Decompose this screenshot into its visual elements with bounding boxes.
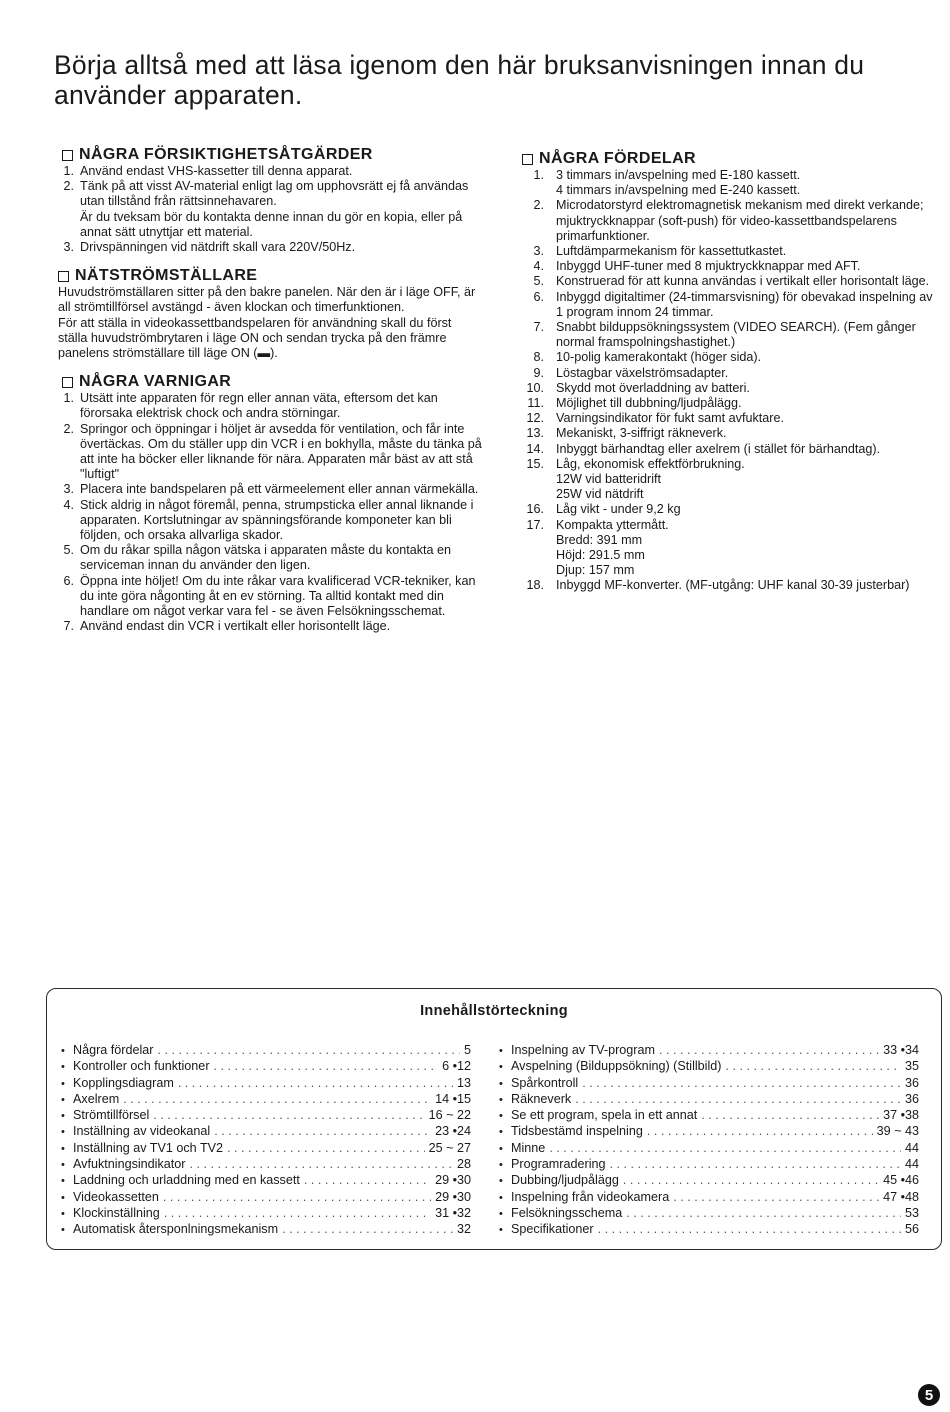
item-number: 2. — [63, 421, 74, 436]
item-text: Varningsindikator för fukt samt avfuktare. — [556, 411, 784, 426]
precautions-section — [62, 146, 482, 255]
toc-entry-page: 14 •15 — [435, 1091, 471, 1106]
toc-entry-page: 56 — [904, 1222, 919, 1237]
list-item — [522, 274, 942, 289]
toc-entry — [61, 1222, 471, 1238]
dot-leader — [189, 1157, 453, 1172]
bullet-icon: • — [61, 1126, 65, 1139]
item-number: 2. — [533, 198, 544, 213]
list-item — [522, 198, 942, 244]
item-number: 11. — [527, 396, 544, 411]
toc-entry-label: Dubbing/ljudpålägg — [511, 1173, 619, 1188]
list-item — [522, 168, 942, 198]
list-item — [522, 442, 942, 457]
bullet-icon: • — [61, 1175, 65, 1188]
item-number: 3. — [63, 240, 74, 255]
toc-entry-page: 35 — [904, 1059, 919, 1074]
bullet-icon: • — [499, 1045, 503, 1057]
item-text: 4 timmars in/avspelning med E-240 kassett. — [556, 183, 801, 198]
item-text: Om du råkar spilla någon vätska i apparaten måste du kontakta en serviceman innan du använder den ligen. — [80, 543, 452, 573]
toc-entry — [499, 1043, 919, 1059]
item-text: Använd endast VHS-kassetter till denna apparat. — [80, 164, 353, 178]
toc-entry — [499, 1092, 919, 1108]
item-text: Möjlighet till dubbning/ljudpålägg. — [556, 396, 742, 411]
item-number: 9. — [533, 365, 544, 380]
advantages-section — [522, 150, 942, 594]
item-text: Löstagbar växelströmsadapter. — [556, 365, 729, 380]
checkbox-square-icon — [522, 154, 533, 165]
toc-entry-page: 39 ~ 43 — [876, 1124, 919, 1139]
item-number: 4. — [63, 497, 74, 512]
bullet-icon: • — [61, 1159, 65, 1172]
toc-entry — [499, 1059, 919, 1075]
item-text: 12W vid batteridrift — [556, 472, 661, 487]
toc-entry — [499, 1173, 919, 1189]
item-text: 3 timmars in/avspelning med E-180 kassett. — [556, 168, 801, 182]
item-number: 16. — [526, 502, 544, 517]
list-item — [522, 411, 942, 426]
toc-entry — [499, 1124, 919, 1140]
toc-entry-label: Inspelning från videokamera — [511, 1189, 670, 1204]
toc-entry — [499, 1076, 919, 1092]
bullet-icon: • — [499, 1061, 503, 1074]
dot-leader — [610, 1157, 901, 1172]
dot-leader — [549, 1141, 901, 1156]
item-text: Kompakta yttermått. — [556, 517, 669, 532]
bullet-icon: • — [499, 1175, 503, 1188]
toc-entry-label: Strömtillförsel — [73, 1108, 150, 1123]
toc-entry-label: Avfuktningsindikator — [73, 1157, 186, 1172]
item-text: Tänk på att visst AV-material enligt lag om upphovsrätt ej få användas utan tillstånd från rättsinnehavaren. — [80, 179, 469, 209]
bullet-icon: • — [499, 1159, 503, 1172]
toc-entry-page: 53 — [904, 1205, 919, 1220]
item-text: 10-polig kamerakontakt (höger sida). — [556, 350, 762, 365]
toc-entry — [61, 1059, 471, 1075]
bullet-icon: • — [61, 1142, 65, 1155]
checkbox-square-icon — [62, 150, 73, 161]
list-item — [522, 350, 942, 365]
toc-title: Innehållstörteckning — [420, 1003, 568, 1019]
dot-leader — [701, 1108, 879, 1123]
toc-entry-page: 45 •46 — [883, 1173, 919, 1188]
item-number: 1. — [63, 164, 74, 178]
dot-leader — [153, 1108, 424, 1123]
item-text: Höjd: 291.5 mm — [556, 548, 645, 563]
toc-entry-label: Laddning och urladdning med en kassett — [73, 1173, 300, 1188]
list-item — [62, 164, 482, 179]
advantages-title-text: NÅGRA FÖRDELAR — [539, 150, 696, 167]
toc-entry — [499, 1141, 919, 1157]
item-text: Placera inte bandspelaren på ett värmeelement eller annan värmekälla. — [80, 482, 479, 497]
item-number: 3. — [63, 482, 74, 497]
toc-entry — [61, 1206, 471, 1222]
toc-entry — [499, 1206, 919, 1222]
warnings-title — [62, 373, 482, 391]
item-number: 7. — [533, 320, 544, 335]
list-item — [62, 179, 482, 240]
toc-entry-label: Kopplingsdiagram — [73, 1075, 174, 1090]
bullet-icon: • — [61, 1224, 65, 1237]
bullet-icon: • — [499, 1142, 503, 1155]
item-text: Luftdämparmekanism för kassettutkastet. — [556, 244, 787, 259]
toc-right-column — [499, 1043, 919, 1239]
toc-entry-page: 36 — [904, 1091, 919, 1106]
toc-entry-label: Några fördelar — [73, 1043, 154, 1057]
dot-leader — [725, 1059, 901, 1074]
dot-leader — [282, 1222, 453, 1237]
dot-leader — [304, 1173, 431, 1188]
dot-leader — [659, 1043, 879, 1058]
list-item — [62, 619, 482, 634]
precautions-title — [62, 146, 482, 164]
bullet-icon: • — [499, 1126, 503, 1139]
item-text: Låg, ekonomisk effektförbrukning. — [556, 456, 745, 471]
list-item — [62, 482, 482, 497]
bullet-icon: • — [61, 1045, 65, 1057]
power-switch-section — [58, 267, 482, 361]
toc-entry-page: 23 •24 — [435, 1124, 471, 1139]
toc-entry — [61, 1076, 471, 1092]
left-column — [58, 146, 482, 634]
bullet-icon: • — [61, 1110, 65, 1123]
item-text: Utsätt inte apparaten för regn eller annan väta, eftersom det kan förorsaka elektrisk chock och andra störningar. — [80, 391, 438, 421]
toc-entry-label: Klockinställning — [73, 1205, 160, 1220]
dot-leader — [227, 1141, 425, 1156]
item-number: 1. — [63, 391, 74, 406]
item-text: Djup: 157 mm — [556, 563, 635, 578]
list-item — [522, 518, 942, 579]
toc-entry-page: 25 ~ 27 — [428, 1140, 471, 1155]
item-text: Är du tveksam bör du kontakta denne innan du gör en kopia, eller på annat sätt utnyttjar ett material. — [80, 209, 463, 239]
item-number: 18. — [526, 578, 544, 593]
bullet-icon: • — [499, 1110, 503, 1123]
toc-entry-page: 47 •48 — [883, 1189, 919, 1204]
toc-entry-page: 44 — [904, 1140, 919, 1155]
toc-entry-label: Avspelning (Bilduppsökning) (Stillbild) — [511, 1059, 722, 1074]
bullet-icon: • — [61, 1077, 65, 1090]
bullet-icon: • — [499, 1077, 503, 1090]
toc-entry — [61, 1157, 471, 1173]
item-number: 8. — [533, 350, 544, 365]
toc-entry-label: Tidsbestämd inspelning — [511, 1124, 643, 1139]
bullet-icon: • — [499, 1224, 503, 1237]
item-text: Inbyggd UHF-tuner med 8 mjuktryckknappar med AFT. — [556, 259, 861, 274]
item-number: 12. — [526, 411, 544, 426]
toc-entry-page: 37 •38 — [883, 1108, 919, 1123]
item-text: Inbyggd digitaltimer (24-timmarsvisning) för obevakad inspelning av 1 program innom 24 timmar. — [556, 289, 933, 319]
toc-entry-label: Programradering — [511, 1157, 606, 1172]
advantages-title — [522, 150, 942, 168]
toc-entry — [61, 1190, 471, 1206]
power-switch-title-text: NÄTSTRÖMSTÄLLARE — [75, 267, 258, 285]
item-number: 5. — [533, 274, 544, 289]
toc-entry-label: Automatisk återsponlningsmekanism — [73, 1222, 279, 1237]
toc-entry-page: 33 •34 — [883, 1043, 919, 1057]
toc-entry-label: Inställning av TV1 och TV2 — [73, 1140, 224, 1155]
toc-entry-label: Felsökningsschema — [511, 1205, 623, 1220]
warnings-title-text: NÅGRA VARNIGAR — [79, 373, 232, 391]
dot-leader — [158, 1043, 460, 1058]
item-number: 6. — [533, 289, 544, 304]
toc-entry-label: Axelrem — [73, 1091, 120, 1106]
list-item — [522, 320, 942, 350]
bullet-icon: • — [61, 1093, 65, 1106]
bullet-icon: • — [61, 1207, 65, 1220]
list-item — [522, 457, 942, 503]
item-text: Inbyggt bärhandtag eller axelrem (i stället för bärhandtag). — [556, 441, 881, 456]
toc-entry-label: Se ett program, spela in ett annat — [511, 1108, 698, 1123]
dot-leader — [623, 1173, 879, 1188]
bullet-icon: • — [499, 1191, 503, 1204]
power-switch-title — [58, 267, 482, 285]
item-number: 1. — [533, 168, 544, 182]
bullet-icon: • — [61, 1061, 65, 1074]
dot-leader — [214, 1124, 431, 1139]
dot-leader — [178, 1076, 453, 1091]
toc-entry — [61, 1108, 471, 1124]
list-item — [522, 244, 942, 259]
toc-entry-page: 28 — [456, 1157, 471, 1172]
item-text: Skydd mot överladdning av batteri. — [556, 380, 750, 395]
list-item — [522, 259, 942, 274]
toc-entry — [499, 1222, 919, 1238]
toc-entry-page: 29 •30 — [435, 1173, 471, 1188]
dot-leader — [647, 1124, 873, 1139]
bullet-icon: • — [499, 1093, 503, 1106]
checkbox-square-icon — [62, 377, 73, 388]
dot-leader — [123, 1092, 431, 1107]
item-text: Mekaniskt, 3-siffrigt räkneverk. — [556, 426, 727, 441]
item-number: 14. — [526, 441, 544, 456]
warnings-list — [62, 391, 482, 634]
item-text: Springor och öppningar i höljet är avsedda för ventilation, och får inte övertäckas. Om du ställer upp din VCR i en bokhylla, måste du tänka på att inte ha böcker eller liknande för nära. Apparaten mår bäst av att stå "luftigt" — [80, 421, 482, 482]
list-item — [62, 498, 482, 544]
item-text: Låg vikt - under 9,2 kg — [556, 502, 681, 517]
toc-entry-page: 36 — [904, 1075, 919, 1090]
toc-entry — [499, 1157, 919, 1173]
precautions-list — [62, 164, 482, 255]
list-item — [522, 578, 942, 593]
list-item — [62, 574, 482, 620]
bullet-icon: • — [61, 1191, 65, 1204]
list-item — [522, 366, 942, 381]
precautions-title-text: NÅGRA FÖRSIKTIGHETSÅTGÄRDER — [79, 146, 373, 163]
toc-entry-label: Kontroller och funktioner — [73, 1059, 210, 1074]
bullet-icon: • — [499, 1207, 503, 1220]
toc-entry-label: Inställning av videokanal — [73, 1124, 211, 1139]
list-item — [62, 391, 482, 421]
toc-entry-label: Specifikationer — [511, 1222, 594, 1237]
dot-leader — [214, 1059, 439, 1074]
item-text: Drivspänningen vid nätdrift skall vara 220V/50Hz. — [80, 240, 356, 255]
toc-entry — [61, 1092, 471, 1108]
toc-entry-page: 44 — [904, 1157, 919, 1172]
list-item — [62, 422, 482, 483]
page-headline: Börja alltså med att läsa igenom den här bruksanvisningen innan du använder apparaten. — [54, 50, 865, 110]
item-text: Stick aldrig in något föremål, penna, strumpsticka eller annal liknande i apparaten. Kortslutningar av spänningsförande komponeter kan bli följden, och orsaka allvarliga skador. — [80, 497, 474, 543]
toc-entry-label: Videokassetten — [73, 1189, 159, 1204]
item-number: 10. — [526, 380, 544, 395]
toc-entry-label: Spårkontroll — [511, 1075, 579, 1090]
dot-leader — [626, 1206, 901, 1221]
toc-entry — [61, 1124, 471, 1140]
power-switch-paragraph-1: Huvudströmställaren sitter på den bakre panelen. När den är i läge OFF, är all strömtillförsel avstängd - även klockan och timerfunktionen. — [58, 285, 476, 315]
item-text: 25W vid nätdrift — [556, 487, 644, 502]
toc-entry-page: 5 — [463, 1043, 471, 1057]
item-text: Bredd: 391 mm — [556, 532, 643, 547]
list-item — [522, 396, 942, 411]
item-text: Snabbt bilduppsökningssystem (VIDEO SEARCH). (Fem gånger normal framspolningshastighet.) — [556, 320, 916, 350]
dot-leader — [582, 1076, 901, 1091]
item-text: Använd endast din VCR i vertikalt eller horisontellt läge. — [80, 619, 391, 634]
list-item — [522, 426, 942, 441]
dot-leader — [164, 1206, 431, 1221]
dot-leader — [598, 1222, 901, 1237]
item-text: Öppna inte höljet! Om du inte råkar vara kvalificerad VCR-tekniker, kan du inte göra någonting åt en ev störning. Ta alltid kontakt med din handlare om något verkar vara fel - se även Felsökningsschemat. — [80, 573, 476, 619]
power-switch-paragraph-2: För att ställa in videokassettbandspelaren för användning skall du först ställa huvudströmbrytaren i läge ON och sendan trycka på den främre panelens strömställare till läge ON (▬). — [58, 315, 452, 361]
toc-entry-page: 29 •30 — [435, 1189, 471, 1204]
item-number: 3. — [533, 244, 544, 259]
toc-entry — [61, 1173, 471, 1189]
table-of-contents — [46, 988, 942, 1250]
toc-entry — [61, 1141, 471, 1157]
page-number-badge: 5 — [918, 1384, 940, 1406]
toc-entry — [499, 1190, 919, 1206]
list-item — [522, 381, 942, 396]
toc-left-column — [61, 1043, 471, 1239]
warnings-section — [62, 373, 482, 634]
list-item — [522, 502, 942, 517]
item-number: 15. — [526, 456, 544, 471]
dot-leader — [575, 1092, 901, 1107]
item-text: Konstruerad för att kunna användas i vertikalt eller horisontalt läge. — [556, 274, 930, 289]
toc-entry-label: Minne — [511, 1140, 546, 1155]
toc-entry-page: 6 •12 — [442, 1059, 471, 1074]
list-item — [62, 240, 482, 255]
toc-entry — [61, 1043, 471, 1059]
advantages-list — [522, 168, 942, 594]
item-text: Inbyggd MF-konverter. (MF-utgång: UHF kanal 30-39 justerbar) — [556, 578, 910, 593]
checkbox-square-icon — [58, 271, 69, 282]
item-number: 4. — [533, 259, 544, 274]
toc-entry-page: 32 — [456, 1222, 471, 1237]
item-text: Microdatorstyrd elektromagnetisk mekanism med direkt verkande; mjuktryckknappar (soft-push) för video-kassettbandspelarens primarfunktioner. — [556, 198, 924, 243]
item-number: 7. — [63, 619, 74, 634]
item-number: 6. — [63, 573, 74, 588]
toc-entry-label: Inspelning av TV-program — [511, 1043, 655, 1057]
list-item — [522, 290, 942, 320]
toc-entry-page: 31 •32 — [435, 1205, 471, 1220]
toc-entry-page: 16 ~ 22 — [428, 1108, 471, 1123]
toc-entry-label: Räkneverk — [511, 1091, 572, 1106]
right-column — [522, 150, 942, 594]
item-number: 2. — [63, 179, 74, 194]
list-item — [62, 543, 482, 573]
item-number: 13. — [526, 426, 544, 441]
toc-entry — [499, 1108, 919, 1124]
dot-leader — [673, 1190, 879, 1205]
item-number: 17. — [526, 517, 544, 532]
toc-entry-page: 13 — [456, 1075, 471, 1090]
dot-leader — [163, 1190, 431, 1205]
item-number: 5. — [63, 543, 74, 558]
